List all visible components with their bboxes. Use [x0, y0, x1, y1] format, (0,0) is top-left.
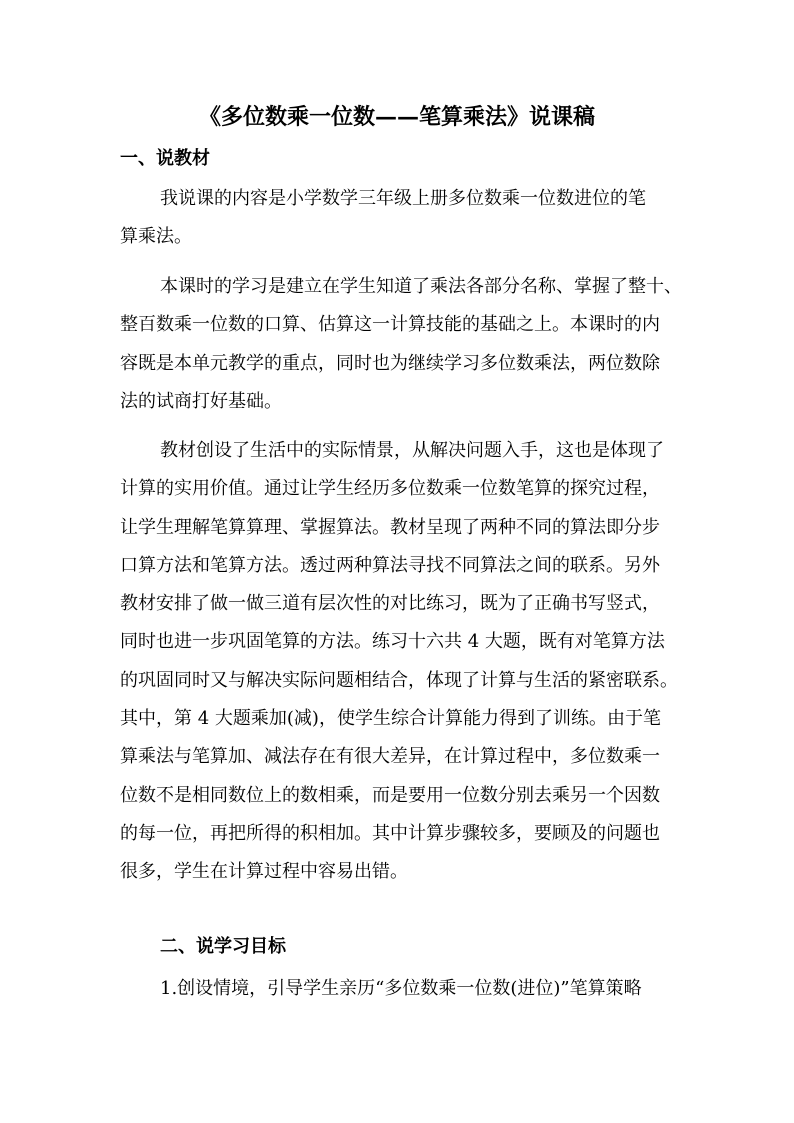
- paragraph-line: 容既是本单元教学的重点，同时也为继续学习多位数乘法，两位数除: [120, 352, 660, 374]
- paragraph-lesson-content: [120, 180, 700, 257]
- paragraph-lesson-basis: [120, 268, 700, 421]
- paragraph-line: 我说课的内容是小学数学三年级上册多位数乘一位数进位的笔: [160, 188, 646, 209]
- paragraph-line: 算乘法与笔算加、减法存在有很大差异，在计算过程中，多位数乘一: [120, 746, 660, 768]
- paragraph-line: 整百数乘一位数的口算、估算这一计算技能的基础之上。本课时的内: [120, 314, 660, 336]
- paragraph-textbook-analysis: [120, 432, 700, 892]
- paragraph-line: 算乘法。: [120, 226, 192, 248]
- paragraph-goal-1: [120, 970, 700, 1008]
- paragraph-line: 的每一位，再把所得的积相加。其中计算步骤较多，要顾及的问题也: [120, 822, 660, 844]
- paragraph-line: 口算方法和笔算方法。透过两种算法寻找不同算法之间的联系。另外: [120, 554, 660, 576]
- paragraph-line: 教材创设了生活中的实际情景，从解决问题入手，这也是体现了: [160, 440, 664, 461]
- paragraph-line: 其中，第 4 大题乘加(减)，使学生综合计算能力得到了训练。由于笔: [120, 708, 661, 730]
- paragraph-line: 同时也进一步巩固笔算的方法。练习十六共 4 大题，既有对笔算方法: [120, 631, 665, 653]
- paragraph-line: 教材安排了做一做三道有层次性的对比练习，既为了正确书写竖式，: [120, 593, 660, 615]
- paragraph-line: 计算的实用价值。通过让学生经历多位数乘一位数笔算的探究过程，: [120, 478, 660, 500]
- document-title: 《多位数乘一位数——笔算乘法》说课稿: [198, 104, 595, 130]
- paragraph-line: 法的试商打好基础。: [120, 390, 282, 412]
- paragraph-line: 的巩固同时又与解决实际问题相结合，体现了计算与生活的紧密联系。: [120, 669, 678, 691]
- paragraph-line: 1.创设情境，引导学生亲历“多位数乘一位数(进位)”笔算策略: [160, 978, 642, 999]
- paragraph-line: 很多，学生在计算过程中容易出错。: [120, 861, 408, 883]
- section-heading-learning-goals: 二、说学习目标: [160, 936, 286, 957]
- paragraph-line: 让学生理解笔算算理、掌握算法。教材呈现了两种不同的算法即分步: [120, 516, 660, 538]
- paragraph-line: 本课时的学习是建立在学生知道了乘法各部分名称、掌握了整十、: [160, 276, 682, 297]
- section-heading-textbook: 一、说教材: [120, 148, 210, 169]
- paragraph-line: 位数不是相同数位上的数相乘，而是要用一位数分别去乘另一个因数: [120, 784, 660, 806]
